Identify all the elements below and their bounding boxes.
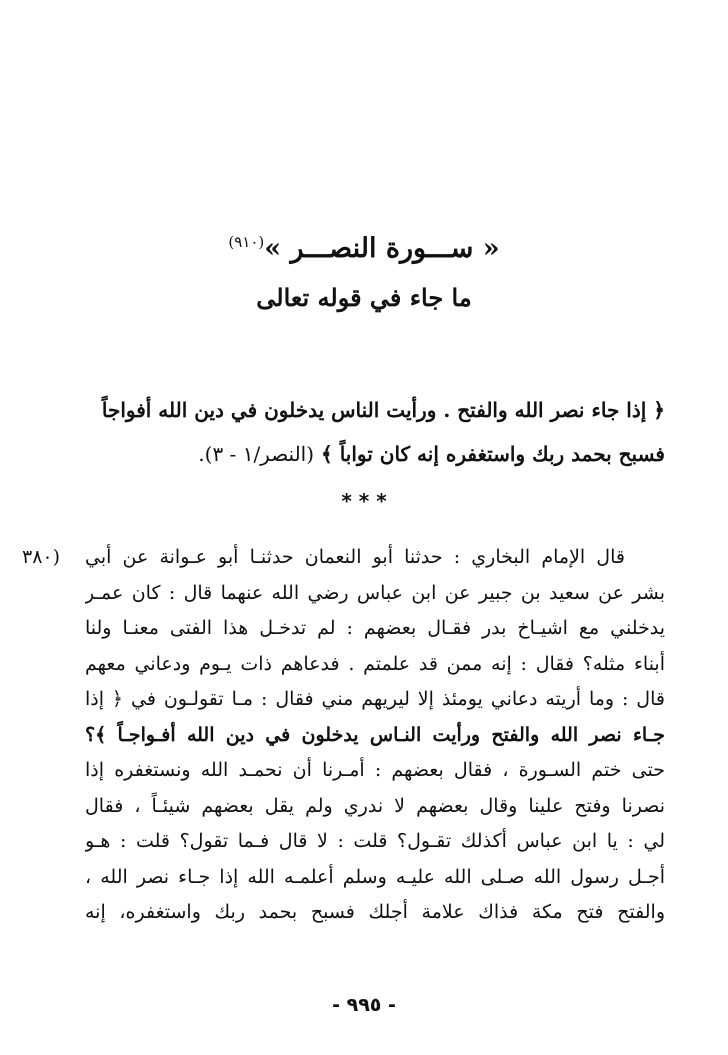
hadith-line: يدخلني مع اشيـاخ بدر فقـال بعضهم : لم تدخـل هذا الفتى معنـا ولنا <box>85 617 665 639</box>
quran-verse-text: فسبح بحمد ربك واستغفره إنه كان تواباً ﴾ <box>321 442 665 466</box>
hadith-line: لي : يا ابن عباس أكذلك تقـول؟ قلت : لا قال فـما تقول؟ قلت : هـو <box>85 830 665 852</box>
page-number: - ٩٩٥ - <box>332 994 396 1016</box>
hadith-line: أبناء مثله؟ فقال : إنه ممن قد علمتم . فدعاهم ذات يـوم ودعاني معهم <box>85 652 665 675</box>
section-subtitle: ما جاء في قوله تعالى <box>256 283 472 312</box>
hadith-line: قال الإمام البخاري : حدثنا أبو النعمان حدثنـا أبو عـوانة عن أبي <box>85 546 625 568</box>
hadith-line: حتى ختم السـورة ، فقال بعضهم : أمـرنا أن نحمـد الله ونستغفره إذا <box>85 759 665 781</box>
quran-verse-line-1: ﴿ إذا جاء نصر الله والفتح . ورأيت الناس يدخلون في دين الله أفواجاً <box>101 398 665 422</box>
hadith-line: أجـل رسول الله صـلى الله عليـه وسلم أعلمـه الله إذا جـاء نصر الله ، <box>85 865 665 888</box>
surah-title-text: « ســـورة النصـــر » <box>264 233 500 264</box>
hadith-line: قال : وما أريته دعاني يومئذ إلا ليريهم مني فقال : مـا تقولـون في ﴿ إذا <box>85 688 665 710</box>
hadith-text <box>85 540 665 931</box>
footnote-marker: (٩١٠) <box>228 233 265 251</box>
hadith-line: والفتح فتح مكة فذاك علامة أجلك فسبح بحمد ربك واستغفره، إنه <box>85 901 665 923</box>
hadith-line: جـاء نصر الله والفتح ورأيت النـاس يدخلون في دين الله أفـواجـاً ﴾؟ <box>85 723 665 746</box>
hadith-line: نصرنا وفتح علينا وقال بعضهم لا ندري ولم يقل بعضهم شيئـاً ، فقال <box>85 794 665 817</box>
quran-verse-line-2 <box>85 432 665 476</box>
verse-reference: (النصر/١ - ٣). <box>198 442 315 466</box>
hadith-number: (٣٨٠ <box>22 546 61 568</box>
section-separator: * * * <box>341 489 387 513</box>
hadith-line: بشر عن سعيد بن جبير عن ابن عباس رضي الله عنهما قال : كان عمـر <box>85 581 665 604</box>
surah-title <box>0 222 728 269</box>
